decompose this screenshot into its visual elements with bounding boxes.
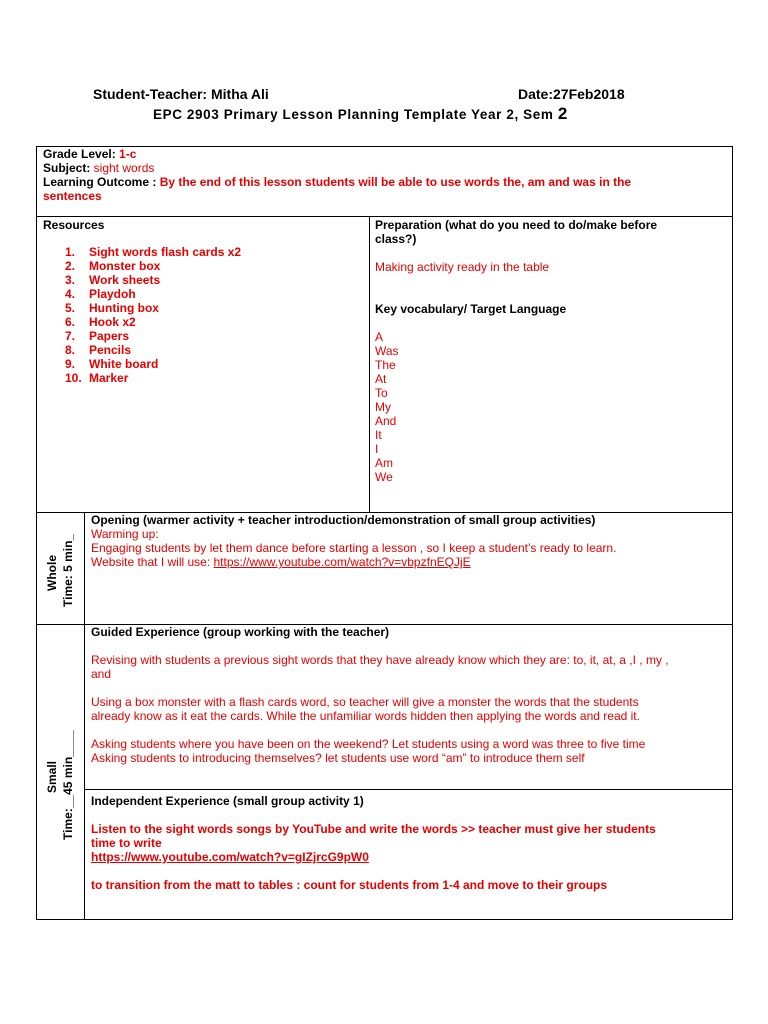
whole-side-cell <box>36 512 85 625</box>
guided-p4: Asking students to introducing themselves? let students use word “am” to introduce them self <box>91 751 585 765</box>
resource-label: Hook x2 <box>89 315 136 329</box>
guided-p3: Asking students where you have been on the weekend? Let students using a word was three to five time <box>91 737 646 751</box>
resource-number: 7. <box>65 329 76 343</box>
resource-label: Monster box <box>89 259 161 273</box>
resource-number: 2. <box>65 259 76 273</box>
outcome-value: By the end of this lesson students will be able to use words the, am and was in the <box>159 175 632 189</box>
resource-item <box>43 245 363 259</box>
vocab-word: I <box>375 442 379 456</box>
resource-label: Papers <box>89 329 130 343</box>
resource-item <box>43 273 363 287</box>
guided-p2: Using a box monster with a flash cards word, so teacher will give a monster the words that the students already know as it eat the cards. While the unfamiliar words hidden then applying the words and read it. <box>91 695 640 723</box>
small-time: Time:__45 min____ <box>61 730 75 840</box>
opening-line-2: Engaging students by let them dance before starting a lesson , so I keep a student’s ready to learn. <box>91 541 617 555</box>
independent-cell <box>84 789 733 920</box>
resource-label: Work sheets <box>89 273 161 287</box>
student-teacher: Student-Teacher: Mitha Ali <box>93 86 269 102</box>
opening-line-1: Warming up: <box>91 527 159 541</box>
resource-label: Sight words flash cards x2 <box>89 245 242 259</box>
vocab-list <box>375 330 399 484</box>
vocab-heading: Key vocabulary/ Target Language <box>375 302 567 316</box>
outcome-value-2: sentences <box>43 189 102 203</box>
resources-list <box>43 245 363 385</box>
vocab-word: Am <box>375 456 393 470</box>
preparation-text: Making activity ready in the table <box>375 260 550 274</box>
opening-cell <box>84 512 733 625</box>
resource-number: 1. <box>65 245 76 259</box>
resource-number: 3. <box>65 273 76 287</box>
resources-heading: Resources <box>43 218 105 232</box>
subject: Subject: sight words <box>43 161 155 175</box>
title-main: EPC 2903 Primary Lesson Planning Template Year 2, Sem <box>153 107 558 122</box>
vocab-word: Was <box>375 344 399 358</box>
whole-time: Time: 5 min_ <box>61 533 75 607</box>
resource-number: 9. <box>65 357 76 371</box>
resource-label: White board <box>89 357 159 371</box>
resource-item <box>43 301 363 315</box>
title-sem: 2 <box>557 104 568 123</box>
resource-item <box>43 259 363 273</box>
grade-level: Grade Level: 1-c <box>43 147 137 161</box>
preparation-heading: Preparation (what do you need to do/make before class?) <box>375 218 658 246</box>
small-side-cell <box>36 624 85 920</box>
independent-p1: Listen to the sight words songs by YouTube and write the words >> teacher must give her students time to write <box>91 822 656 850</box>
resource-label: Playdoh <box>89 287 136 301</box>
vocab-word: It <box>375 428 382 442</box>
resource-label: Pencils <box>89 343 132 357</box>
vocab-word: A <box>375 330 384 344</box>
vocab-word: And <box>375 414 397 428</box>
whole-label: Whole <box>45 555 59 591</box>
resource-item <box>43 343 363 357</box>
resource-item <box>43 329 363 343</box>
resources-cell <box>36 216 370 513</box>
guided-heading: Guided Experience (group working with the teacher) <box>91 625 390 639</box>
resource-label: Hunting box <box>89 301 159 315</box>
learning-outcome: Learning Outcome : By the end of this lesson students will be able to use words the, am and was in the sentences <box>43 175 632 203</box>
resource-item <box>43 357 363 371</box>
guided-cell <box>84 624 733 790</box>
resource-number: 10. <box>65 371 82 385</box>
date: Date:27Feb2018 <box>518 86 625 102</box>
resource-item <box>43 315 363 329</box>
vocab-word: We <box>375 470 393 484</box>
independent-link[interactable]: https://www.youtube.com/watch?v=gIZjrcG9pW0 <box>91 850 369 864</box>
vocab-word: To <box>375 386 388 400</box>
opening-link[interactable]: https://www.youtube.com/watch?v=vbpzfnEQJjE <box>213 555 471 569</box>
vocab-word: At <box>375 372 387 386</box>
subject-value: sight words <box>93 161 155 175</box>
vocab-word: My <box>375 400 391 414</box>
vocab-word: The <box>375 358 396 372</box>
independent-heading: Independent Experience (small group activity 1) <box>91 794 364 808</box>
resource-label: Marker <box>89 371 129 385</box>
resource-number: 4. <box>65 287 76 301</box>
independent-p2: to transition from the matt to tables : count for students from 1-4 and move to their groups <box>91 878 608 892</box>
opening-heading: Opening (warmer activity + teacher introduction/demonstration of small group activities) <box>91 513 596 527</box>
resource-number: 6. <box>65 315 76 329</box>
small-label: Small <box>45 760 59 793</box>
guided-p1: Revising with students a previous sight words that they have already know which they are: to, it, at, a ,I , my , and <box>91 653 669 681</box>
preparation-cell <box>369 216 733 513</box>
grade-value: 1-c <box>119 147 137 161</box>
page-title <box>153 104 568 124</box>
opening-line-3: Website that I will use: https://www.youtube.com/watch?v=vbpzfnEQJjE <box>91 555 471 569</box>
resource-item <box>43 287 363 301</box>
resource-number: 8. <box>65 343 76 357</box>
resource-number: 5. <box>65 301 76 315</box>
info-box <box>36 146 733 217</box>
resource-item <box>43 371 363 385</box>
